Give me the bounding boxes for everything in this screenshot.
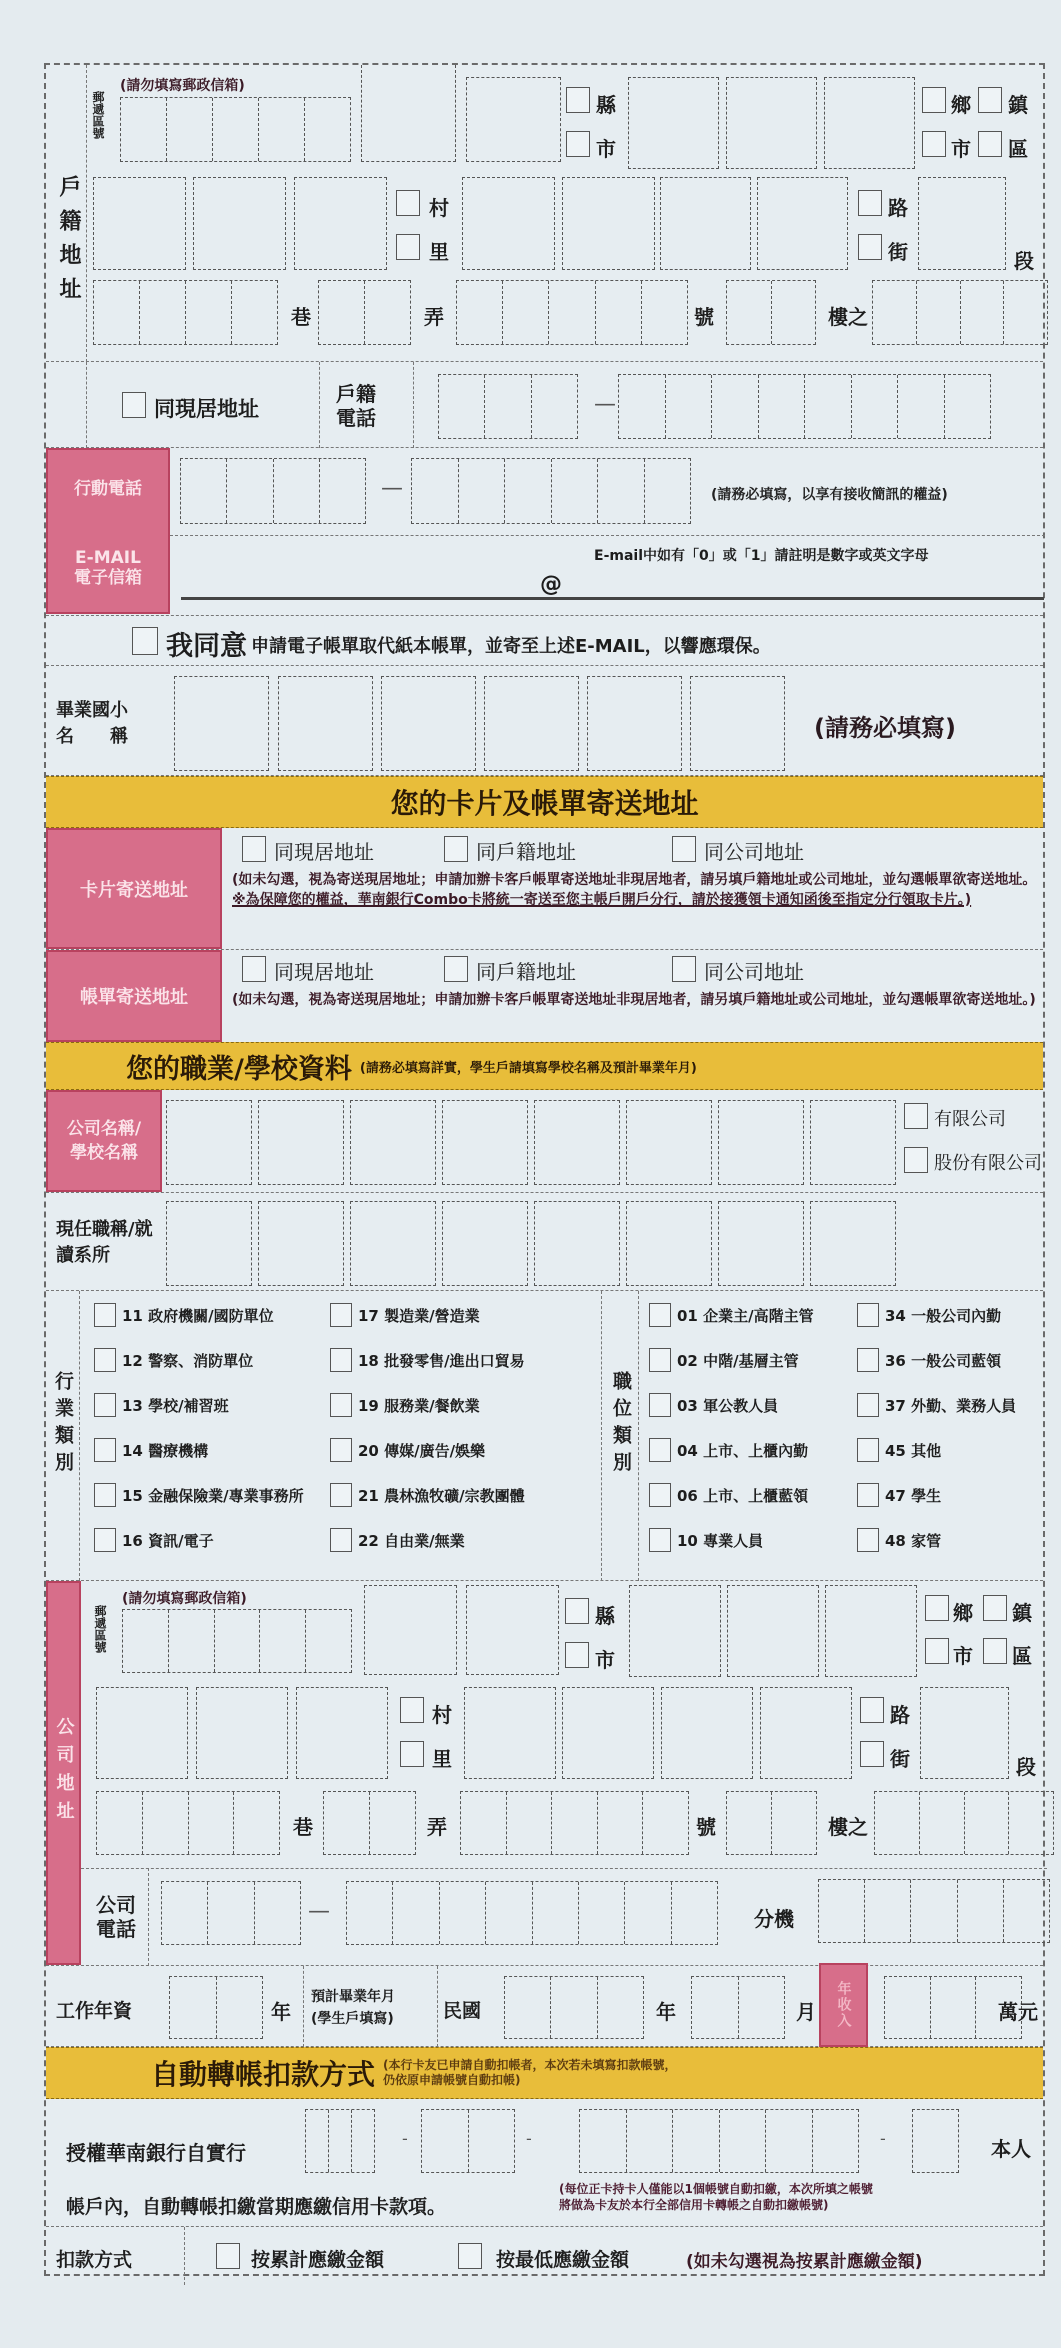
number-input[interactable] bbox=[456, 280, 688, 345]
mobile-prefix-input[interactable] bbox=[180, 458, 366, 524]
account-text: 帳戶內，自動轉帳扣繳當期應繳信用卡款項。 bbox=[66, 2196, 447, 2218]
road-input-3[interactable] bbox=[660, 177, 751, 270]
company-township-input-3[interactable] bbox=[825, 1585, 917, 1677]
company-alley-label: 弄 bbox=[427, 1815, 447, 1839]
email-at-symbol: @ bbox=[540, 572, 562, 597]
position-input-3[interactable] bbox=[350, 1201, 436, 1286]
town-checkbox[interactable] bbox=[978, 87, 1002, 113]
roc-label: 民國 bbox=[443, 2000, 482, 2022]
company-name-label: 公司名稱/學校名稱 bbox=[46, 1090, 162, 1192]
job-option-label: 04 上市、上櫃內勤 bbox=[677, 1442, 809, 1460]
bill-mailing-row bbox=[46, 950, 1043, 1042]
company-township-input-2[interactable] bbox=[727, 1585, 819, 1677]
occupation-title-row bbox=[46, 1042, 1043, 1090]
mailing-title: 您的卡片及帳單寄送地址 bbox=[390, 787, 699, 820]
grad-year-input[interactable] bbox=[504, 1976, 644, 2039]
company-town-label: 鎮 bbox=[1012, 1601, 1032, 1625]
company-phone-dash: — bbox=[308, 1899, 330, 1924]
job-checkbox[interactable] bbox=[649, 1303, 671, 1327]
company-alley-input[interactable] bbox=[323, 1791, 416, 1855]
mobile-label: 行動電話 bbox=[74, 479, 142, 500]
industry-label: 行業類別 bbox=[52, 1371, 74, 1479]
school-input-2[interactable] bbox=[278, 676, 373, 771]
autopay-account-row bbox=[46, 2099, 1043, 2227]
corporation-label: 股份有限公司 bbox=[934, 1153, 1042, 1174]
position-input-6[interactable] bbox=[626, 1201, 712, 1286]
school-name-row bbox=[46, 666, 1043, 776]
number-label: 號 bbox=[694, 305, 714, 329]
floor-input[interactable] bbox=[726, 280, 816, 345]
township-checkbox[interactable] bbox=[922, 87, 946, 113]
company-village-input-2[interactable] bbox=[196, 1687, 288, 1779]
industry-option-label: 11 政府機關/國防單位 bbox=[122, 1307, 274, 1325]
company-section-input[interactable] bbox=[920, 1687, 1009, 1779]
industry-option-label: 13 學校/補習班 bbox=[122, 1397, 229, 1415]
district-city-checkbox[interactable] bbox=[922, 131, 946, 157]
industry-option-label: 19 服務業/餐飲業 bbox=[358, 1397, 480, 1415]
company-city-label: 市 bbox=[595, 1648, 615, 1672]
road-checkbox[interactable] bbox=[858, 190, 882, 216]
household-phone-number-input[interactable] bbox=[618, 374, 991, 439]
method-cumulative-label: 按累計應繳金額 bbox=[251, 2249, 385, 2271]
card-same-company-label: 同公司地址 bbox=[704, 840, 804, 864]
company-village-checkbox[interactable] bbox=[400, 1697, 424, 1723]
work-years-input[interactable] bbox=[169, 1976, 263, 2039]
occupation-title: 您的職業/學校資料 bbox=[126, 1053, 352, 1085]
account-note-2: 將做為卡友於本行全部信用卡轉帳之自動扣繳帳號) bbox=[559, 2198, 829, 2212]
industry-checkbox[interactable] bbox=[330, 1348, 352, 1372]
position-input-1[interactable] bbox=[166, 1201, 252, 1286]
lane-input[interactable] bbox=[93, 280, 278, 345]
township-input-1[interactable] bbox=[628, 77, 719, 169]
road-input-4[interactable] bbox=[757, 177, 848, 270]
street-checkbox[interactable] bbox=[858, 234, 882, 260]
industry-job-row bbox=[46, 1291, 1043, 1581]
ebill-consent-row bbox=[46, 616, 1043, 666]
method-label: 扣款方式 bbox=[56, 2249, 133, 2271]
extension-label: 分機 bbox=[754, 1907, 794, 1931]
company-lane-label: 巷 bbox=[293, 1815, 313, 1839]
company-township-input-1[interactable] bbox=[629, 1585, 721, 1677]
company-input-1[interactable] bbox=[166, 1100, 252, 1185]
bill-same-household-checkbox[interactable] bbox=[444, 956, 468, 982]
industry-checkbox[interactable] bbox=[330, 1483, 352, 1507]
company-number-label: 號 bbox=[696, 1815, 716, 1839]
company-road-checkbox[interactable] bbox=[860, 1697, 884, 1723]
occupation-title-note: (請務必填寫詳實，學生戶請填寫學校名稱及預計畢業年月) bbox=[359, 1060, 697, 1076]
industry-checkbox[interactable] bbox=[330, 1303, 352, 1327]
li-checkbox[interactable] bbox=[396, 234, 420, 260]
account-dash-3: - bbox=[880, 2129, 886, 2148]
household-phone-area-input[interactable] bbox=[438, 374, 578, 439]
household-phone-row bbox=[46, 362, 1043, 448]
company-number-input[interactable] bbox=[460, 1791, 689, 1855]
company-input-6[interactable] bbox=[626, 1100, 712, 1185]
contact-section bbox=[46, 448, 1043, 616]
job-option-label: 01 企業主/高階主管 bbox=[677, 1307, 814, 1325]
job-checkbox[interactable] bbox=[649, 1528, 671, 1552]
job-label: 職位類別 bbox=[610, 1371, 632, 1479]
mobile-dash: — bbox=[381, 476, 403, 501]
section-label: 段 bbox=[1014, 249, 1034, 273]
industry-option-label: 20 傳媒/廣告/娛樂 bbox=[358, 1442, 486, 1460]
credit-card-application-form bbox=[44, 63, 1045, 2276]
industry-checkbox[interactable] bbox=[94, 1303, 116, 1327]
email-label-zh: 電子信箱 bbox=[74, 567, 142, 588]
company-input-2[interactable] bbox=[258, 1100, 344, 1185]
company-input-4[interactable] bbox=[442, 1100, 528, 1185]
school-input-5[interactable] bbox=[587, 676, 682, 771]
township-input-2[interactable] bbox=[726, 77, 817, 169]
company-input-5[interactable] bbox=[534, 1100, 620, 1185]
household-address-section bbox=[46, 65, 1043, 362]
bill-mailing-note: (如未勾選，視為寄送現居地址；申請加辦卡客戶帳單寄送地址非現居地者，請另填戶籍地址或公司地址，並勾選帳單欲寄送地址。) bbox=[232, 992, 1036, 1008]
industry-checkbox[interactable] bbox=[330, 1438, 352, 1462]
ebill-consent-text: 申請電子帳單取代紙本帳單，並寄至上述E-MAIL，以響應環保。 bbox=[251, 636, 771, 657]
position-input-5[interactable] bbox=[534, 1201, 620, 1286]
postal-note: (請勿填寫郵政信箱) bbox=[120, 78, 245, 94]
account-type-input[interactable] bbox=[421, 2109, 515, 2173]
school-required-note: (請務必填寫) bbox=[814, 714, 956, 742]
industry-option-label: 18 批發零售/進出口貿易 bbox=[358, 1352, 525, 1370]
company-village-label: 村 bbox=[432, 1703, 452, 1727]
township-label: 鄉 bbox=[951, 93, 971, 117]
company-street-checkbox[interactable] bbox=[860, 1741, 884, 1767]
mobile-note: (請務必填寫，以享有接收簡訊的權益) bbox=[711, 487, 948, 503]
method-note: (如未勾選視為按累計應繳金額) bbox=[686, 2252, 923, 2272]
company-address-section bbox=[46, 1581, 1043, 1966]
section-input[interactable] bbox=[918, 177, 1006, 270]
road-label: 路 bbox=[888, 196, 908, 220]
account-branch-input[interactable] bbox=[305, 2109, 375, 2173]
town-label: 鎮 bbox=[1008, 93, 1028, 117]
company-county-input-2[interactable] bbox=[466, 1585, 559, 1675]
account-dash-2: - bbox=[526, 2129, 532, 2148]
company-district-label: 區 bbox=[1012, 1644, 1032, 1668]
card-same-residence-label: 同現居地址 bbox=[274, 840, 374, 864]
employment-row bbox=[46, 1966, 1043, 2047]
company-name-row bbox=[46, 1090, 1043, 1193]
household-address-label: 戶籍地址 bbox=[56, 175, 81, 311]
school-input-3[interactable] bbox=[381, 676, 476, 771]
method-minimum-label: 按最低應繳金額 bbox=[496, 2249, 630, 2271]
company-township-checkbox[interactable] bbox=[925, 1595, 949, 1621]
position-label: 現任職稱/就讀系所 bbox=[56, 1219, 153, 1266]
industry-checkbox[interactable] bbox=[94, 1393, 116, 1417]
income-unit: 萬元 bbox=[998, 2000, 1038, 2024]
floor-label: 樓之 bbox=[828, 305, 868, 329]
company-lane-input[interactable] bbox=[96, 1791, 280, 1855]
village-input-3[interactable] bbox=[294, 177, 387, 270]
email-label-en: E-MAIL bbox=[75, 547, 141, 568]
company-road-input-2[interactable] bbox=[562, 1687, 654, 1779]
ebill-consent-checkbox[interactable] bbox=[132, 627, 158, 655]
company-input-8[interactable] bbox=[810, 1100, 896, 1185]
job-option-label: 37 外勤、業務人員 bbox=[885, 1397, 1017, 1415]
income-label-cell bbox=[819, 1963, 868, 2047]
county-checkbox[interactable] bbox=[566, 87, 590, 113]
phone-dash: — bbox=[594, 392, 616, 417]
position-input-2[interactable] bbox=[258, 1201, 344, 1286]
lane-label: 巷 bbox=[291, 305, 311, 329]
job-checkbox[interactable] bbox=[857, 1348, 879, 1372]
company-city-checkbox[interactable] bbox=[565, 1642, 589, 1668]
email-note: E-mail中如有「0」或「1」請註明是數字或英文字母 bbox=[594, 548, 929, 564]
card-mailing-row bbox=[46, 828, 1043, 950]
industry-option-label: 22 自由業/無業 bbox=[358, 1532, 465, 1550]
village-label: 村 bbox=[429, 196, 449, 220]
job-option-label: 34 一般公司內勤 bbox=[885, 1307, 1002, 1325]
position-input-8[interactable] bbox=[810, 1201, 896, 1286]
company-street-label: 街 bbox=[890, 1747, 910, 1771]
company-phone-number-input[interactable] bbox=[346, 1881, 718, 1945]
company-district-city-checkbox[interactable] bbox=[925, 1638, 949, 1664]
company-road-input-1[interactable] bbox=[464, 1687, 556, 1779]
district-checkbox[interactable] bbox=[978, 131, 1002, 157]
district-city-label: 市 bbox=[951, 137, 971, 161]
card-same-company-checkbox[interactable] bbox=[672, 836, 696, 862]
company-li-checkbox[interactable] bbox=[400, 1741, 424, 1767]
account-number-input[interactable] bbox=[579, 2109, 859, 2173]
company-county-input-1[interactable] bbox=[364, 1585, 457, 1675]
card-mailing-label: 卡片寄送地址 bbox=[46, 828, 222, 949]
postal-code-label: 郵遞區號 bbox=[91, 91, 105, 139]
industry-checkbox[interactable] bbox=[94, 1483, 116, 1507]
company-township-label: 鄉 bbox=[953, 1601, 973, 1625]
school-label-1: 畢業國小 bbox=[56, 700, 128, 721]
bill-same-residence-checkbox[interactable] bbox=[242, 956, 266, 982]
company-phone-area-input[interactable] bbox=[161, 1881, 301, 1945]
company-district-city-label: 市 bbox=[953, 1644, 973, 1668]
job-checkbox[interactable] bbox=[649, 1483, 671, 1507]
village-input-2[interactable] bbox=[193, 177, 286, 270]
limited-company-label: 有限公司 bbox=[934, 1109, 1006, 1130]
company-road-input-3[interactable] bbox=[661, 1687, 753, 1779]
card-mailing-note bbox=[232, 870, 1044, 910]
job-option-label: 10 專業人員 bbox=[677, 1532, 764, 1550]
village-checkbox[interactable] bbox=[396, 190, 420, 216]
mailing-title-band bbox=[46, 776, 1043, 828]
industry-option-label: 12 警察、消防單位 bbox=[122, 1352, 254, 1370]
job-checkbox[interactable] bbox=[857, 1483, 879, 1507]
company-county-label: 縣 bbox=[595, 1604, 615, 1628]
self-label: 本人 bbox=[991, 2137, 1031, 2161]
school-input-6[interactable] bbox=[690, 676, 785, 771]
li-label: 里 bbox=[429, 240, 449, 264]
village-input-1[interactable] bbox=[93, 177, 186, 270]
grad-month-unit: 月 bbox=[796, 2000, 816, 2024]
school-label-2: 名 稱 bbox=[56, 726, 128, 747]
job-checkbox[interactable] bbox=[649, 1393, 671, 1417]
city-label: 市 bbox=[596, 137, 616, 161]
company-town-checkbox[interactable] bbox=[983, 1595, 1007, 1621]
email-input[interactable] bbox=[181, 596, 1044, 600]
job-option-label: 06 上市、上櫃藍領 bbox=[677, 1487, 809, 1505]
autopay-title: 自動轉帳扣款方式 bbox=[151, 2058, 376, 2091]
autopay-note-2: 仍依原申請帳號自動扣帳) bbox=[383, 2073, 521, 2087]
company-floor-input[interactable] bbox=[726, 1791, 817, 1855]
district-label: 區 bbox=[1008, 137, 1028, 161]
bill-mailing-label: 帳單寄送地址 bbox=[46, 950, 222, 1042]
method-minimum-checkbox[interactable] bbox=[458, 2243, 482, 2269]
same-as-residence-checkbox[interactable] bbox=[122, 392, 146, 418]
card-mailing-note-plain: (如未勾選，視為寄送現居地址；申請加辦卡客戶帳單寄送地址非現居地者，請另填戶籍地址或公司地址，並勾選帳單欲寄送地址。 bbox=[232, 872, 1037, 888]
job-checkbox[interactable] bbox=[649, 1348, 671, 1372]
account-dash-1: - bbox=[402, 2129, 408, 2148]
company-input-7[interactable] bbox=[718, 1100, 804, 1185]
position-row bbox=[46, 1193, 1043, 1291]
company-village-input-1[interactable] bbox=[96, 1687, 188, 1779]
method-cumulative-checkbox[interactable] bbox=[216, 2243, 240, 2269]
job-option-label: 45 其他 bbox=[885, 1442, 942, 1460]
road-input-2[interactable] bbox=[562, 177, 655, 270]
bill-same-company-label: 同公司地址 bbox=[704, 960, 804, 984]
company-address-label: 公司地址 bbox=[53, 1717, 75, 1829]
company-address-label-cell bbox=[46, 1581, 81, 1965]
household-phone-label: 戶籍電話 bbox=[336, 382, 376, 430]
bill-same-residence-label: 同現居地址 bbox=[274, 960, 374, 984]
county-input-2[interactable] bbox=[466, 77, 561, 162]
company-floor-label: 樓之 bbox=[828, 1815, 868, 1839]
job-option-label: 02 中階/基層主管 bbox=[677, 1352, 799, 1370]
limited-company-checkbox[interactable] bbox=[904, 1103, 928, 1129]
company-county-checkbox[interactable] bbox=[565, 1598, 589, 1624]
company-village-input-3[interactable] bbox=[296, 1687, 388, 1779]
contact-label-cell bbox=[46, 448, 170, 614]
mobile-number-input[interactable] bbox=[411, 458, 691, 524]
industry-checkbox[interactable] bbox=[94, 1348, 116, 1372]
extension-input[interactable] bbox=[818, 1879, 1050, 1943]
bill-same-household-label: 同戶籍地址 bbox=[476, 960, 576, 984]
alley-input[interactable] bbox=[318, 280, 411, 345]
job-checkbox[interactable] bbox=[857, 1528, 879, 1552]
occupation-title-band bbox=[46, 1042, 1043, 1090]
company-road-input-4[interactable] bbox=[760, 1687, 852, 1779]
industry-option-label: 17 製造業/營造業 bbox=[358, 1307, 480, 1325]
company-postal-code-label: 郵遞區號 bbox=[93, 1605, 107, 1653]
county-input-1[interactable] bbox=[361, 65, 456, 162]
school-input-1[interactable] bbox=[174, 676, 269, 771]
industry-option-label: 16 資訊/電子 bbox=[122, 1532, 214, 1550]
job-checkbox[interactable] bbox=[649, 1438, 671, 1462]
card-same-residence-checkbox[interactable] bbox=[242, 836, 266, 862]
job-checkbox[interactable] bbox=[857, 1438, 879, 1462]
street-label: 街 bbox=[888, 240, 908, 264]
bill-same-company-checkbox[interactable] bbox=[672, 956, 696, 982]
company-postal-note: (請勿填寫郵政信箱) bbox=[122, 1591, 247, 1607]
job-option-label: 03 軍公教人員 bbox=[677, 1397, 779, 1415]
company-li-label: 里 bbox=[432, 1747, 452, 1771]
position-input-4[interactable] bbox=[442, 1201, 528, 1286]
postal-code-input[interactable] bbox=[120, 97, 351, 162]
autopay-title-row bbox=[46, 2047, 1043, 2099]
income-label: 年收入 bbox=[835, 1981, 852, 2029]
mailing-title-row bbox=[46, 776, 1043, 828]
authorize-label: 授權華南銀行自實行 bbox=[66, 2141, 246, 2165]
account-note-1: (每位正卡持卡人僅能以1個帳號自動扣繳，本次所填之帳號 bbox=[559, 2182, 873, 2196]
grad-sub-label: (學生戶填寫) bbox=[311, 2011, 394, 2027]
road-input-1[interactable] bbox=[462, 177, 555, 270]
work-years-unit: 年 bbox=[271, 2000, 291, 2024]
city-checkbox[interactable] bbox=[566, 131, 590, 157]
alley-label: 弄 bbox=[424, 305, 444, 329]
work-years-label: 工作年資 bbox=[56, 2000, 133, 2022]
job-option-label: 47 學生 bbox=[885, 1487, 942, 1505]
industry-checkbox[interactable] bbox=[94, 1528, 116, 1552]
job-option-label: 48 家管 bbox=[885, 1532, 942, 1550]
company-input-3[interactable] bbox=[350, 1100, 436, 1185]
township-input-3[interactable] bbox=[824, 77, 915, 169]
card-mailing-note-underlined: ※為保障您的權益，華南銀行Combo卡將統一寄送至您主帳戶開戶分行，請於接獲領卡通知函後至指定分行領取卡片。) bbox=[232, 892, 972, 908]
industry-option-label: 15 金融保險業/專業事務所 bbox=[122, 1487, 304, 1505]
deduction-method-row bbox=[46, 2227, 1043, 2285]
grad-month-input[interactable] bbox=[691, 1976, 785, 2039]
job-checkbox[interactable] bbox=[857, 1303, 879, 1327]
company-postal-code-input[interactable] bbox=[122, 1609, 352, 1673]
company-phone-label: 公司電話 bbox=[96, 1893, 136, 1941]
card-same-household-checkbox[interactable] bbox=[444, 836, 468, 862]
position-input-7[interactable] bbox=[718, 1201, 804, 1286]
industry-checkbox[interactable] bbox=[330, 1393, 352, 1417]
industry-option-label: 21 農林漁牧礦/宗教團體 bbox=[358, 1487, 525, 1505]
autopay-title-band bbox=[46, 2047, 1043, 2099]
floor-sub-input[interactable] bbox=[872, 280, 1048, 345]
job-checkbox[interactable] bbox=[857, 1393, 879, 1417]
grad-label: 預計畢業年月 bbox=[311, 1989, 395, 2005]
autopay-note-1: (本行卡友已申請自動扣帳者，本次若未填寫扣款帳號， bbox=[383, 2058, 677, 2072]
job-option-label: 36 一般公司藍領 bbox=[885, 1352, 1002, 1370]
industry-option-label: 14 醫療機構 bbox=[122, 1442, 209, 1460]
industry-checkbox[interactable] bbox=[94, 1438, 116, 1462]
company-section-label: 段 bbox=[1016, 1755, 1036, 1779]
company-floor-sub-input[interactable] bbox=[874, 1791, 1054, 1855]
card-same-household-label: 同戶籍地址 bbox=[476, 840, 576, 864]
county-label: 縣 bbox=[596, 93, 616, 117]
company-district-checkbox[interactable] bbox=[983, 1638, 1007, 1664]
company-road-label: 路 bbox=[890, 1703, 910, 1727]
industry-checkbox[interactable] bbox=[330, 1528, 352, 1552]
grad-year-unit: 年 bbox=[656, 2000, 676, 2024]
account-check-digit-input[interactable] bbox=[912, 2109, 959, 2173]
same-as-residence-label: 同現居地址 bbox=[154, 397, 259, 421]
corporation-checkbox[interactable] bbox=[904, 1147, 928, 1173]
ebill-consent-bold: 我同意 bbox=[166, 631, 247, 662]
school-input-4[interactable] bbox=[484, 676, 579, 771]
